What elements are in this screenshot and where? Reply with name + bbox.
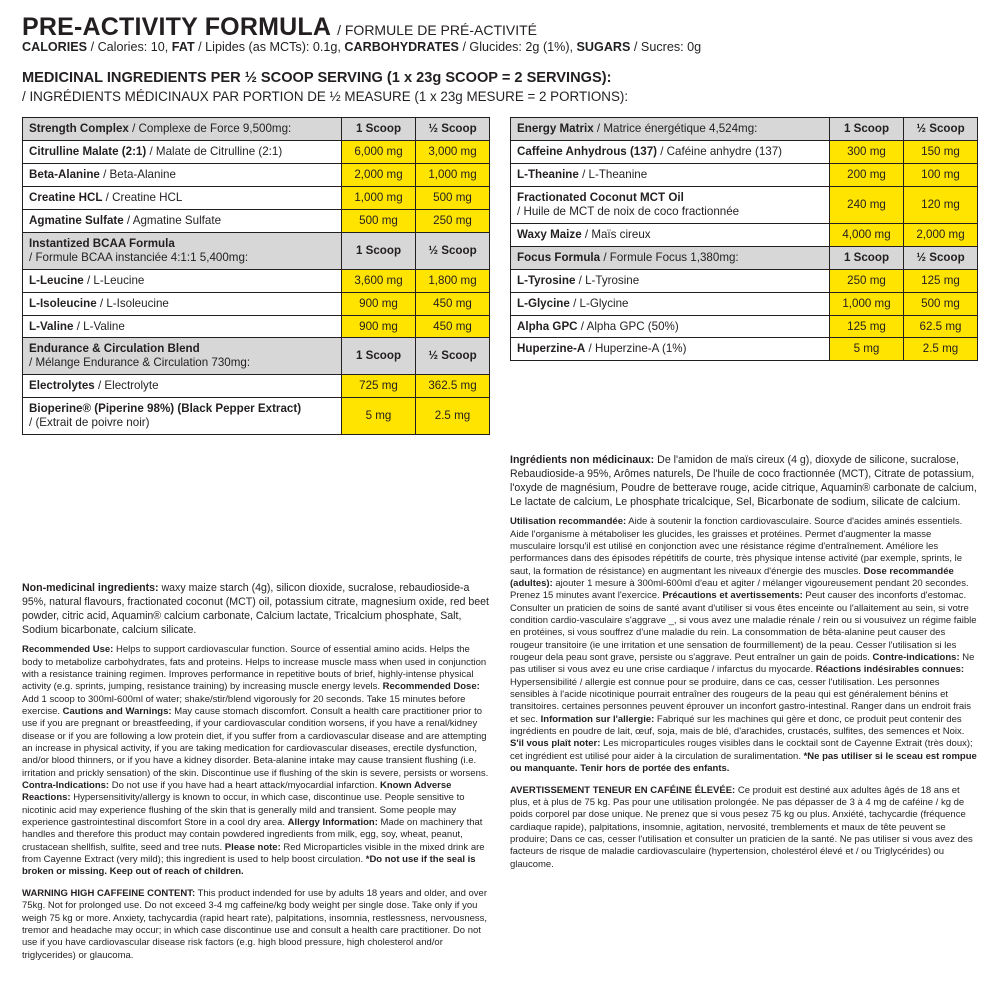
recommended-use-label-en: Recommended Use: [22, 644, 114, 656]
caffeine-warning-label-en: WARNING HIGH CAFFEINE CONTENT: [22, 887, 196, 899]
contra-label-fr: Contre-indications: [872, 652, 960, 664]
note-label-en: Please note: [224, 841, 281, 853]
col-header-full-scoop: 1 Scoop [342, 338, 416, 375]
amount-full-scoop: 5 mg [830, 338, 904, 361]
ingredient-name: Fractionated Coconut MCT Oil / Huile de MCT de noix de coco fractionnée [511, 187, 830, 224]
right-ingredient-panel [510, 117, 978, 435]
amount-full-scoop: 200 mg [830, 164, 904, 187]
caffeine-warning-body-fr: Ce produit est destiné aux adultes âgés de 18 ans et plus, et à plus de 75 kg. Pas pour une utilisation prolongée. Ne pas dépasser de 3 à 4 mg de caféine / kg de poids corporel par dose unique. Ne prenez que si vous pesez 75 kg ou plus. Anxiété, tachycardie (fréquence cardiaque rapide), palpitations, insomnie, agitation, nervosité, tremblements et maux de tête peuvent se produire; Dans ce cas, cesser l'utilisation et consulter un praticien de la santé. Ne pas utiliser si vous avez des facteurs de risque de maladie cardiovasculaire (hypertension, cholestérol élevé et / ou Triglycérides) ou glaucome. [510, 784, 973, 870]
ingredient-name: Beta-Alanine / Beta-Alanine [23, 164, 342, 187]
amount-full-scoop: 5 mg [342, 398, 416, 435]
amount-half-scoop: 362.5 mg [416, 375, 490, 398]
ingredient-row [511, 223, 978, 246]
ingredient-group-row [23, 232, 490, 269]
ingredient-row [23, 187, 490, 210]
precautions-body-fr: Peut causer des inconforts d'estomac. Consulter un praticien de soins de santé avant d'utiliser si vous êtes enceinte ou l'allaitement au sein, si votre condition cardio-vasculaire s'aggrave _, si vous avez une maladie rénale / rein ou si vousuivez un régime faible en protéines, si vous souffrez d'une maladie du rein. La consommation de bêta-alanine peut causer des rougeur transitoire (ie une irritation et une sensation de fourmillement) de la peau. Cesser l'utilisation si les rougeur dela peau sont grave, persiste ou s'aggrave. Peut entraîner un gain de poids. [510, 590, 977, 664]
ingredient-name: Electrolytes / Electrolyte [23, 375, 342, 398]
amount-half-scoop: 62.5 mg [904, 315, 978, 338]
ingredient-group-row [23, 338, 490, 375]
amount-half-scoop: 450 mg [416, 292, 490, 315]
non-medicinal-fr [510, 453, 978, 509]
col-header-half-scoop: ½ Scoop [904, 118, 978, 141]
ingredient-row [23, 292, 490, 315]
amount-half-scoop: 3,000 mg [416, 141, 490, 164]
group-label: Instantized BCAA Formula / Formule BCAA instanciée 4:1:1 5,400mg: [23, 232, 342, 269]
amount-half-scoop: 150 mg [904, 141, 978, 164]
directions-en [22, 644, 490, 879]
col-header-half-scoop: ½ Scoop [416, 232, 490, 269]
amount-full-scoop: 900 mg [342, 315, 416, 338]
amount-full-scoop: 900 mg [342, 292, 416, 315]
ingredient-row [511, 269, 978, 292]
col-header-full-scoop: 1 Scoop [830, 246, 904, 269]
adverse-body-en: Hypersensitivity/allergy is known to occur, in which case, discontinue use. People sensitive to nicotinic acid may experience flushing of the skin that is generally mild and transient. Some people may experience gastrointestinal discomfort Store in a cool dry area. [22, 792, 465, 829]
non-medicinal-body-en: waxy maize starch (4g), silicon dioxide, sucralose, rebaudioside-a 95%, natural flavours, fractionated coconut (MCT) oil, potassium citrate, magnesium oxide, red beet powder, citric acid, Aquamin® calcium carbonate, Calcium lactate, Tricalcium phosphate, Salt, Sodium bicarbonate, calcium silicate. [22, 581, 489, 637]
amount-half-scoop: 500 mg [904, 292, 978, 315]
carbs-label: CARBOHYDRATES [344, 40, 459, 55]
ingredient-name: L-Isoleucine / L-Isoleucine [23, 292, 342, 315]
amount-half-scoop: 500 mg [416, 187, 490, 210]
amount-half-scoop: 450 mg [416, 315, 490, 338]
dose-label-en: Recommended Dose: [382, 681, 480, 693]
cautions-body-en: May cause stomach discomfort. Consult a health care practitioner prior to use if you are pregnant or breastfeeding, if your cardiovascular condition worsens, if you have a renal/kidney disease or if you are following a low protein diet, if you suffer from a cardiovascular disease and are attempting an increase in physical activity, if you are taking medication for cardiovascular diseases, erectile dysfunction, and/or blood thinners, or if you have a kidney disorder. Beta-alanine intake may cause transient flushing (i.e. irritation and prickly sensation) of the skin. Discontinue use if flushing of the skin is severe, persists or worsens. [22, 706, 489, 779]
ingredient-name: Caffeine Anhydrous (137) / Caféine anhydre (137) [511, 141, 830, 164]
right-ingredient-table [510, 117, 978, 361]
non-medicinal-body-fr: De l'amidon de maïs cireux (4 g), dioxyde de silicone, sucralose, Rebaudioside-a 95%, Arômes naturels, De l'huile de coco fractionnée (MCT), Citrate de potassium, l'oxyde de magnésium, Poudre de betterave rouge, acide citrique, Aquamin® carbonate de calcium, Le lactate de calcium, Le phosphate tricalcique, Sel, Bicarbonate de sodium, silicate de calcium. [510, 453, 977, 509]
allergy-label-fr: Information sur l'allergie: [540, 713, 655, 725]
non-medicinal-label-fr: Ingrédients non médicinaux: [510, 453, 655, 466]
french-text-block [510, 453, 978, 962]
col-header-full-scoop: 1 Scoop [342, 232, 416, 269]
ingredient-name: L-Leucine / L-Leucine [23, 269, 342, 292]
ingredient-name: Agmatine Sulfate / Agmatine Sulfate [23, 210, 342, 233]
amount-half-scoop: 2.5 mg [416, 398, 490, 435]
ingredient-row [511, 141, 978, 164]
english-text-block [22, 453, 490, 962]
note-label-fr: S'il vous plaît noter: [510, 738, 601, 750]
amount-full-scoop: 1,000 mg [342, 187, 416, 210]
ingredient-row [23, 164, 490, 187]
adverse-label-en: Known Adverse Reactions: [22, 780, 452, 804]
contra-label-en: Contra-Indications: [22, 780, 110, 792]
usage-body-fr: Aide à soutenir la fonction cardiovasculaire. Source d'acides aminés essentiels. Aide l'organisme à métaboliser les glucides, les graisses et protéines. Permet d'augmenter la masse musculaire lorsqu'il est utilisé en conjonction avec une résistance régime d'entraînement. Améliore les performances dans des épisodes répétitifs de courte, très physique intense activité (par exemple, sprints, le saut, la formation de résistance) en augmentant les niveaux d'énergie des muscles. [510, 516, 963, 577]
title-en: PRE-ACTIVITY FORMULA [22, 13, 332, 41]
medicinal-heading-fr: / INGRÉDIENTS MÉDICINAUX PAR PORTION DE ½ MEASURE (1 x 23g MESURE = 2 PORTIONS): [22, 88, 629, 104]
ingredient-name: L-Valine / L-Valine [23, 315, 342, 338]
cautions-label-en: Cautions and Warnings: [62, 706, 172, 717]
amount-full-scoop: 3,600 mg [342, 269, 416, 292]
ingredient-row [511, 164, 978, 187]
allergy-body-fr: Fabriqué sur les machines qui gère et donc, ce produit peut contenir des ingrédients en poudre de lait, œuf, soja, mais de blé, d'arachides, crustacés, sulfites, des semences et Noix. [510, 713, 965, 738]
ingredient-row [23, 375, 490, 398]
amount-half-scoop: 1,000 mg [416, 164, 490, 187]
left-ingredient-panel [22, 117, 490, 435]
amount-full-scoop: 725 mg [342, 375, 416, 398]
fat-label: FAT [171, 40, 195, 55]
group-label: Focus Formula / Formule Focus 1,380mg: [511, 246, 830, 269]
ingredient-name: Huperzine-A / Huperzine-A (1%) [511, 338, 830, 361]
ingredient-row [23, 398, 490, 435]
ingredient-row [23, 141, 490, 164]
left-ingredient-table [22, 117, 490, 435]
allergy-label-en: Allergy Information: [287, 817, 378, 829]
contra-body-fr: Ne pas utiliser si vous avez eu une crise cardiaque / infarctus du myocarde. [510, 652, 975, 676]
ingredient-name: L-Glycine / L-Glycine [511, 292, 830, 315]
amount-full-scoop: 500 mg [342, 210, 416, 233]
amount-full-scoop: 300 mg [830, 141, 904, 164]
amount-half-scoop: 250 mg [416, 210, 490, 233]
dose-label-fr: Dose recommandée (adultes): [510, 565, 954, 589]
ingredient-name: Creatine HCL / Creatine HCL [23, 187, 342, 210]
ingredient-row [23, 210, 490, 233]
ingredient-row [511, 187, 978, 224]
amount-half-scoop: 1,800 mg [416, 269, 490, 292]
col-header-full-scoop: 1 Scoop [830, 118, 904, 141]
amount-full-scoop: 125 mg [830, 315, 904, 338]
sugars-label: SUGARS [576, 40, 631, 55]
ingredient-name: L-Theanine / L-Theanine [511, 164, 830, 187]
amount-half-scoop: 2.5 mg [904, 338, 978, 361]
recommended-use-body-en: Helps to support cardiovascular function. Source of essential amino acids. Helps the body to metabolize carbohydrates, fats and proteins. Helps to increase muscle mass when used in conjunction with a resistance training regimen. Improves performance in repetitive bouts of brief, highly-intense physical activity (e.g. sprints, jumping, resistance training) by increasing muscle energy levels. [22, 644, 487, 693]
ingredient-name: Citrulline Malate (2:1) / Malate de Citrulline (2:1) [23, 141, 342, 164]
amount-full-scoop: 6,000 mg [342, 141, 416, 164]
amount-half-scoop: 100 mg [904, 164, 978, 187]
col-header-half-scoop: ½ Scoop [904, 246, 978, 269]
nutrition-summary [22, 40, 978, 56]
ingredient-name: Waxy Maize / Maïs cireux [511, 223, 830, 246]
amount-full-scoop: 250 mg [830, 269, 904, 292]
ingredient-group-row [511, 118, 978, 141]
usage-label-fr: Utilisation recommandée: [510, 516, 627, 528]
amount-full-scoop: 240 mg [830, 187, 904, 224]
non-medicinal-label-en: Non-medicinal ingredients: [22, 581, 159, 594]
ingredient-row [23, 269, 490, 292]
dose-body-fr: ajouter 1 mesure à 300ml-600ml d'eau et agiter / mélanger vigoureusement pendant 20 secondes. Prenez 15 minutes avant l'exercice. [510, 578, 969, 602]
amount-half-scoop: 120 mg [904, 187, 978, 224]
amount-full-scoop: 4,000 mg [830, 223, 904, 246]
page-title [22, 14, 978, 40]
group-label: Strength Complex / Complexe de Force 9,500mg: [23, 118, 342, 141]
adverse-label-fr: Réactions indésirables connues: [815, 664, 965, 676]
ingredient-row [511, 338, 978, 361]
amount-full-scoop: 2,000 mg [342, 164, 416, 187]
adverse-body-fr: Hypersensibilité / allergie est connue pour se produire, dans ce cas, cesser l'utilisation. Les personnes sensibles à l'acide nicotinique pourrait entraîner des rougeurs de la peau qui est généralement bénins et transitoires. certaines personnes peuvent éprouver un inconfort gastro-intestinal. Ranger dans un endroit frais et sec. [510, 676, 972, 725]
contra-body-en: Do not use if you have had a heart attack/myocardial infarction. [109, 780, 378, 792]
precautions-label-fr: Précautions et avertissements: [662, 590, 803, 602]
ingredient-group-row [23, 118, 490, 141]
calories-value: / Calories: 10, [90, 40, 169, 55]
medicinal-heading-en: MEDICINAL INGREDIENTS PER ½ SCOOP SERVING (1 x 23g SCOOP = 2 SERVINGS): [22, 69, 612, 86]
ingredient-name: Alpha GPC / Alpha GPC (50%) [511, 315, 830, 338]
calories-label: CALORIES [22, 40, 88, 55]
group-label: Energy Matrix / Matrice énergétique 4,524mg: [511, 118, 830, 141]
note-body-fr: Les microparticules rouges visibles dans le cocktail sont de Cayenne Extrait (très doux); cet ingrédient est utilisé pour aider à la circulation de suralimentation. [510, 738, 973, 762]
sugars-value: / Sucres: 0g [633, 40, 702, 55]
caffeine-warning-label-fr: AVERTISSEMENT TENEUR EN CAFÉINE ÉLEVÉE: [510, 784, 736, 796]
caffeine-warning-fr [510, 785, 978, 871]
fat-value: / Lipides (as MCTs): 0.1g, [198, 40, 341, 55]
non-medicinal-en [22, 581, 490, 637]
seal-warning-fr: *Ne pas utiliser si le sceau est rompue ou manquante. Tenir hors de portée des enfants. [510, 750, 977, 775]
caffeine-warning-en [22, 888, 490, 962]
amount-half-scoop: 125 mg [904, 269, 978, 292]
ingredient-row [23, 315, 490, 338]
ingredient-group-row [511, 246, 978, 269]
medicinal-heading [22, 69, 978, 105]
group-label: Endurance & Circulation Blend / Mélange Endurance & Circulation 730mg: [23, 338, 342, 375]
directions-fr [510, 516, 978, 775]
title-fr: / FORMULE DE PRÉ-ACTIVITÉ [337, 22, 538, 38]
amount-half-scoop: 2,000 mg [904, 223, 978, 246]
ingredient-name: L-Tyrosine / L-Tyrosine [511, 269, 830, 292]
ingredient-name: Bioperine® (Piperine 98%) (Black Pepper Extract) / (Extrait de poivre noir) [23, 398, 342, 435]
allergy-body-en: Made on machinery that handles and therefore this product may contain powdered ingredients from milk, egg, soy, wheat, peanut, crustacean shellfish, sulfite, seed and tree nuts. [22, 817, 483, 853]
col-header-half-scoop: ½ Scoop [416, 338, 490, 375]
ingredient-row [511, 292, 978, 315]
carbs-value: / Glucides: 2g (1%), [462, 40, 574, 55]
note-body-en: Red Microparticles visible in the mixed drink are from Cayenne Extract (very mild); this ingredient is used to help boost circulation. [22, 841, 485, 866]
col-header-full-scoop: 1 Scoop [342, 118, 416, 141]
amount-full-scoop: 1,000 mg [830, 292, 904, 315]
seal-warning-en: *Do not use if the seal is broken or missing. Keep out of reach of children. [22, 854, 476, 878]
caffeine-warning-body-en: This product indended for use by adults 18 years and older, and over 75kg. Not for prolonged use. Do not exceed 3-4 mg caffeine/kg body weight per single dose. Take only if you weigh 75 kg or more. Anxiety, tachycardia (rapid heart rate), palpitations, insomnia, restlessness, nervousness, tremor and headache may occur; in which case discontinue use and consult a health care practitioner. Do not use if you have cardiovascular disease risk factors (e.g. high blood pressure, high cholesterol and/or triglycerides) or glaucoma. [22, 887, 488, 961]
ingredient-row [511, 315, 978, 338]
col-header-half-scoop: ½ Scoop [416, 118, 490, 141]
dose-body-en: Add 1 scoop to 300ml-600ml of water; shake/stir/blend vigorously for 20 seconds. Take 15 minutes before exercise. [22, 693, 466, 717]
